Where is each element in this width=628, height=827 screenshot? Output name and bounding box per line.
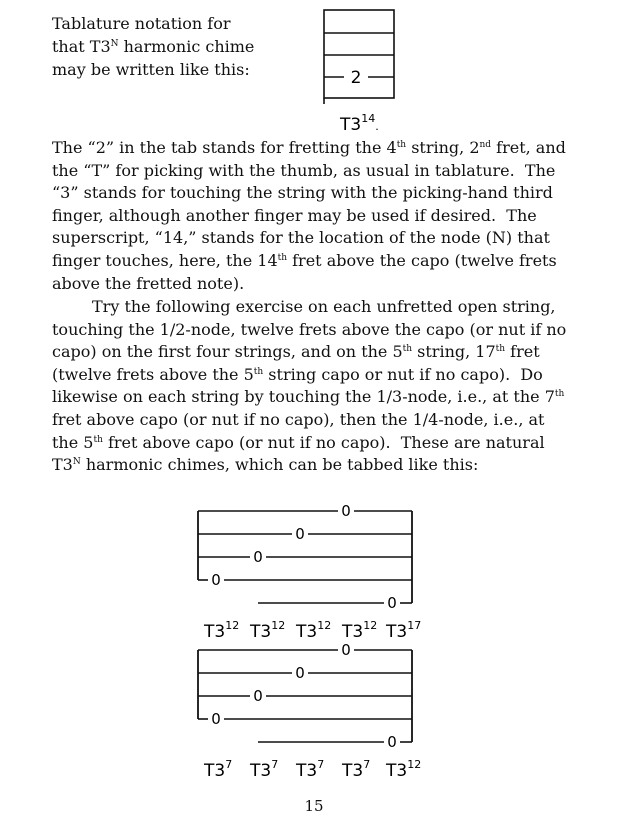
intro-line-1: Tablature notation for	[52, 14, 231, 33]
tab-technique-label: $T3^7$	[250, 758, 279, 781]
paragraph-2: Try the following exercise on each unfretted open string, touching the 1/2-node, twelve frets above the capo (or nut if no capo) on the first four strings, and on the 5th string, 17th fret (twelve frets above the 5th string capo or nut if no capo). Do likewise on each string by touching the 1/3-node, i.e., at the 7th fret above capo (or nut if no capo), then the 1/4-node, i.e., at the 5th fret above capo (or nut if no capo). These are natural $T3^N$ harmonic chimes, which can be tabbed like this:	[52, 297, 567, 475]
tab1-technique-label: $T3^{14}_.$	[340, 112, 379, 135]
tab-note: 0	[295, 664, 305, 682]
page-number: 15	[304, 797, 324, 815]
tab-technique-label: $T3^{12}$	[204, 619, 240, 642]
tab-technique-label: $T3^7$	[204, 758, 233, 781]
tab-note: 0	[341, 641, 351, 659]
tab-note: 0	[253, 548, 263, 566]
intro-line-2: that $T3^N$ harmonic chime	[52, 37, 255, 56]
intro-line-3: may be written like this:	[52, 60, 250, 79]
tab-technique-label: $T3^{12}$	[296, 619, 332, 642]
tab-technique-label: $T3^7$	[296, 758, 325, 781]
tab-note: 0	[253, 687, 263, 705]
tab-staff-single	[324, 10, 394, 104]
tab-technique-label: $T3^{17}$	[386, 619, 422, 642]
tab-note: 0	[211, 571, 221, 589]
tab-technique-label: $T3^7$	[342, 758, 371, 781]
tab-fret-number: 2	[350, 68, 362, 88]
tab-note: 0	[295, 525, 305, 543]
tab-note: 0	[387, 733, 397, 751]
tab-technique-label: $T3^{12}$	[386, 758, 422, 781]
tab-note: 0	[341, 502, 351, 520]
tab-technique-label: $T3^{12}$	[342, 619, 378, 642]
tab-note: 0	[211, 710, 221, 728]
tab-technique-label: $T3^{12}$	[250, 619, 286, 642]
tab-staff-exercise-1	[198, 502, 421, 642]
tab-staff-exercise-2	[198, 641, 421, 781]
paragraph-1: The “2” in the tab stands for fretting the 4th string, 2nd fret, and the “T” for picking with the thumb, as usual in tablature. The “3” stands for touching the string with the picking-hand third finger, although another finger may be used if desired. The superscript, “14,” stands for the location of the node (N) that finger touches, here, the 14th fret above the capo (twelve frets above the fretted note).	[52, 138, 566, 293]
tab-note: 0	[387, 594, 397, 612]
